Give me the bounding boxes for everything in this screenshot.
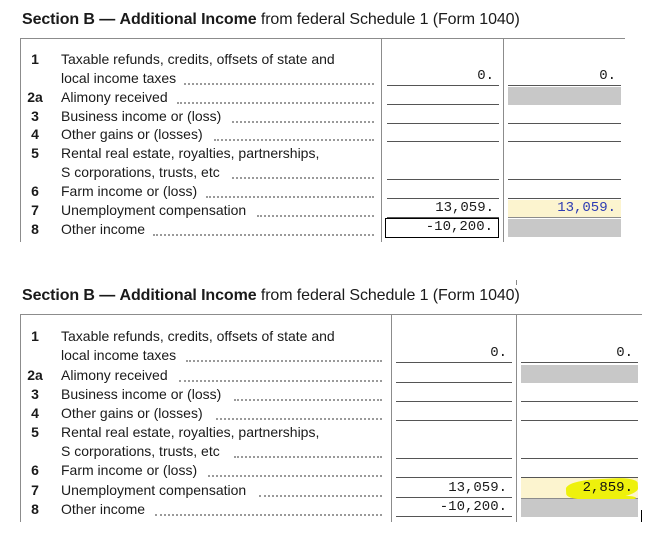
text-cursor <box>641 510 642 522</box>
leader-dots <box>234 389 382 401</box>
line-label: S corporations, trusts, etc <box>61 164 220 180</box>
tick-mark <box>516 280 517 285</box>
section-subheading: from federal Schedule 1 (Form 1040) <box>260 287 520 304</box>
leader-dots <box>232 111 374 123</box>
unemployment-field[interactable]: 13,059. <box>387 200 499 218</box>
line-label: Farm income or (loss) <box>61 183 198 199</box>
line-label: S corporations, trusts, etc <box>61 443 220 459</box>
farm-income-field[interactable] <box>387 181 499 199</box>
line-label: Other income <box>61 501 146 517</box>
line-label: Rental real estate, royalties, partnerships, <box>61 145 320 161</box>
line-label: Other gains or (losses) <box>61 126 203 142</box>
unemployment-adjusted-field[interactable]: 13,059. <box>508 200 621 218</box>
column-divider-a <box>381 38 382 242</box>
line-number: 5 <box>31 424 39 440</box>
state-refunds-adjusted-field[interactable]: 0. <box>521 345 638 363</box>
line-number: 1 <box>31 51 39 67</box>
line-number: 8 <box>31 221 39 237</box>
leader-dots <box>257 205 374 217</box>
line-label: Alimony received <box>61 89 168 105</box>
line-label: Taxable refunds, credits, offsets of state and <box>61 328 335 344</box>
business-income-field[interactable] <box>396 384 512 402</box>
leader-dots <box>208 465 382 477</box>
line-label: Taxable refunds, credits, offsets of state and <box>61 51 335 67</box>
leader-dots <box>214 129 374 141</box>
line-label: Unemployment compensation <box>61 202 247 218</box>
leader-dots <box>216 408 382 420</box>
rental-income-adjusted-field[interactable] <box>508 162 621 180</box>
line-number: 3 <box>31 386 39 402</box>
other-income-adjusted-field-disabled <box>508 219 621 237</box>
alimony-adjusted-field-disabled <box>508 87 621 105</box>
line-label: Other income <box>61 221 146 237</box>
state-refunds-field[interactable]: 0. <box>387 68 499 86</box>
rental-income-field[interactable] <box>396 441 512 459</box>
header-rule <box>20 314 642 315</box>
farm-income-field[interactable] <box>396 460 512 478</box>
farm-income-adjusted-field[interactable] <box>508 181 621 199</box>
column-divider-b <box>516 314 517 522</box>
line-number: 7 <box>31 482 39 498</box>
farm-income-adjusted-field[interactable] <box>521 460 638 478</box>
other-income-adjusted-field-disabled <box>521 499 638 517</box>
leader-dots <box>234 446 382 458</box>
section-title <box>22 11 520 29</box>
state-refunds-adjusted-field[interactable]: 0. <box>508 68 621 86</box>
column-divider-a <box>391 314 392 522</box>
business-income-adjusted-field[interactable] <box>508 106 621 124</box>
line-number: 3 <box>31 108 39 124</box>
leader-dots <box>206 186 374 198</box>
leader-dots <box>177 92 374 104</box>
business-income-adjusted-field[interactable] <box>521 384 638 402</box>
unemployment-field[interactable]: 13,059. <box>396 480 512 498</box>
section-subheading: from federal Schedule 1 (Form 1040) <box>260 11 520 28</box>
leader-dots <box>155 504 382 516</box>
other-gains-adjusted-field[interactable] <box>521 403 638 421</box>
unemployment-adjusted-field[interactable]: 2,859. <box>582 480 633 496</box>
section-label: Section B <box>22 11 95 28</box>
leader-dots <box>186 350 382 362</box>
rental-income-field[interactable] <box>387 162 499 180</box>
title-dash: — <box>99 287 116 304</box>
alimony-field[interactable] <box>396 365 512 383</box>
line-label: Farm income or (loss) <box>61 462 198 478</box>
leader-dots <box>259 485 382 497</box>
line-label: Business income or (loss) <box>61 386 222 402</box>
line-number: 1 <box>31 328 39 344</box>
line-number: 2a <box>27 89 43 105</box>
leader-dots <box>179 370 382 382</box>
alimony-field[interactable] <box>387 87 499 105</box>
alimony-adjusted-field-disabled <box>521 365 638 383</box>
line-label: Business income or (loss) <box>61 108 222 124</box>
line-label: Rental real estate, royalties, partnerships, <box>61 424 320 440</box>
other-income-field[interactable]: -10,200. <box>385 218 499 238</box>
section-title <box>22 287 520 305</box>
business-income-field[interactable] <box>387 106 499 124</box>
line-number: 7 <box>31 202 39 218</box>
line-number: 6 <box>31 462 39 478</box>
leader-dots <box>232 167 374 179</box>
other-gains-field[interactable] <box>387 124 499 142</box>
line-number: 4 <box>31 126 39 142</box>
rental-income-adjusted-field[interactable] <box>521 441 638 459</box>
leader-dots <box>184 73 374 85</box>
other-income-field[interactable]: -10,200. <box>396 499 512 517</box>
line-label: local income taxes <box>61 70 177 86</box>
section-heading: Additional Income <box>119 287 257 304</box>
title-dash: — <box>99 11 116 28</box>
line-label: local income taxes <box>61 347 177 363</box>
line-label: Alimony received <box>61 367 168 383</box>
leader-dots <box>153 224 374 236</box>
line-number: 2a <box>27 367 43 383</box>
other-gains-field[interactable] <box>396 403 512 421</box>
header-rule <box>20 38 625 39</box>
line-label: Other gains or (losses) <box>61 405 203 421</box>
section-heading: Additional Income <box>119 11 257 28</box>
line-number: 4 <box>31 405 39 421</box>
state-refunds-field[interactable]: 0. <box>396 345 512 363</box>
line-number: 6 <box>31 183 39 199</box>
line-label: Unemployment compensation <box>61 482 247 498</box>
column-divider-b <box>503 38 504 242</box>
section-label: Section B <box>22 287 95 304</box>
line-number: 8 <box>31 501 39 517</box>
line-number: 5 <box>31 145 39 161</box>
other-gains-adjusted-field[interactable] <box>508 124 621 142</box>
